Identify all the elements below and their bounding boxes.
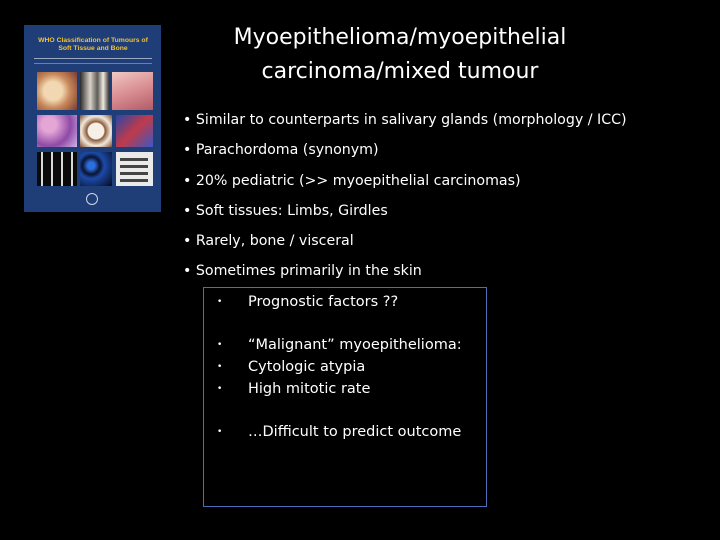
cover-photo-fish (80, 152, 112, 186)
bullet-dot: • (217, 297, 223, 307)
bullet-dot: • (217, 427, 223, 437)
book-cover-title (34, 37, 152, 53)
cover-photo-histology-4 (80, 115, 112, 147)
box-item-text: Prognostic factors ?? (248, 294, 399, 310)
bullet-item: • Sometimes primarily in the skin (183, 263, 422, 280)
book-cover-title-line2: Soft Tissue and Bone (58, 45, 128, 52)
slide-title-line2: carcinoma/mixed tumour (261, 59, 539, 84)
bullet-item: • Parachordoma (synonym) (183, 142, 379, 159)
who-logo-icon (86, 193, 98, 205)
bullet-dot: • (217, 362, 223, 372)
bullet-list (183, 105, 703, 287)
slide-title (160, 21, 640, 89)
cover-photo-histology-5 (116, 115, 153, 147)
book-cover-authors-line (34, 58, 152, 64)
book-cover-image (24, 25, 161, 212)
bullet-dot: • (217, 384, 223, 394)
cover-photo-histology-1 (37, 72, 77, 110)
bullet-dot: • (217, 340, 223, 350)
book-cover-title-line1: WHO Classification of Tumours of (38, 37, 148, 44)
box-item-text: “Malignant” myoepithelioma: (248, 337, 462, 353)
cover-photo-gel (116, 152, 153, 186)
slide-title-line1: Myoepithelioma/myoepithelial (233, 25, 567, 50)
bullet-item: • Soft tissues: Limbs, Girdles (183, 202, 388, 219)
bullet-item: • Similar to counterparts in salivary glands (morphology / ICC) (183, 112, 627, 128)
box-item-text: …Difficult to predict outcome (248, 424, 462, 440)
box-item-text: Cytologic atypia (248, 359, 366, 375)
cover-photo-histology-3 (37, 115, 77, 147)
bullet-item: • 20% pediatric (>> myoepithelial carcinomas) (183, 172, 521, 189)
cover-photo-karyotype (37, 152, 77, 186)
cover-photo-histology-2 (112, 72, 153, 110)
box-item-text: High mitotic rate (248, 381, 371, 397)
prognosis-box (203, 287, 487, 507)
bullet-item: • Rarely, bone / visceral (183, 233, 354, 250)
cover-photo-xray (80, 72, 109, 110)
